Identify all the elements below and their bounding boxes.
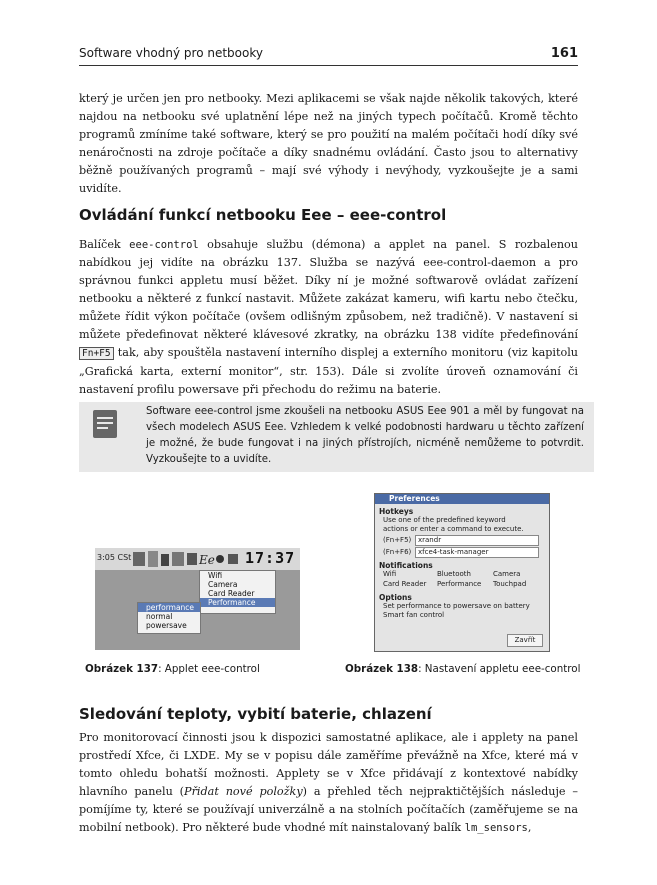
text-run: Pro monitorovací činnosti jsou k dispozici samostatné aplikace, ale i applety na panel prostředí Xfce, či LXDE. My se v popisu dále zaměříme převážně na Xfce, které má v tomto ohledu bohatší možnosti. Applety se v Xfce přidávají z kontextové nabídky hlavního panelu (: [79, 731, 578, 798]
hotkeys-heading: Hotkeys: [379, 507, 414, 516]
applet-menu: [199, 570, 276, 614]
window-titlebar: Preferences: [375, 494, 549, 504]
note-icon: [93, 410, 117, 438]
caption-text: : Nastavení appletu eee-control: [418, 663, 581, 675]
panel-taskbar: [95, 548, 300, 570]
text-run: tak, aby spouštěla nastavení interního displej a externího monitoru (viz kapitolu „Grafická karta, externí monitor“, str. 153). Dále si zvolíte úroveň oznamování či nastavení profilu powersave při přechodu do režimu na baterie.: [79, 346, 578, 396]
figure-137-caption: [85, 663, 260, 675]
option-powersave[interactable]: Set performance to powersave on battery: [383, 602, 530, 610]
submenu-item-normal[interactable]: normal: [146, 612, 173, 621]
hotkeys-description: Use one of the predefined keyword: [383, 516, 506, 524]
text-run: ) a přehled těch nejpraktičtějších následuje – pomíjíme ty, které se používají univerzálně a na stolních počítačích (zaměřujeme se na mobilní netbook). Pro některé bude vhodné mít nainstalovaný balík: [79, 785, 579, 834]
check-wifi[interactable]: Wifi: [383, 570, 397, 578]
monitoring-paragraph: [79, 729, 578, 837]
check-camera[interactable]: Camera: [493, 570, 521, 578]
check-bluetooth[interactable]: Bluetooth: [437, 570, 471, 578]
intro-paragraph: který je určen jen pro netbooky. Mezi aplikacemi se však najde několik takových, které najdou na netbooku své uplatnění lépe než na jiných typech počítačů. Kromě těchto programů zmíníme také software, který se pro použití na malém počítači hodí díky své nenáročnosti na zdroje počítače a díky snadnému ovládání. Často jsou to alternativy běžně používaných programů – mají své výhody i nevýhody, vyzkoušejte je a sami uvidíte.: [79, 92, 578, 195]
header-rule: [79, 65, 578, 66]
check-card-reader[interactable]: Card Reader: [383, 580, 427, 588]
caption-label: Obrázek 138: [345, 663, 419, 675]
text-run: obsahuje službu (démona) a applet na panel. S rozbalenou nabídkou jej vidíte na obrázku 137. Služba se nazývá eee-control-daemon a pro správnou funkci appletu musí běžet. Díky ní je možné softwarově ovládat zařízení netbooku a některé z funkcí nastavit. Můžete zakázat kameru, wifi kartu nebo čtečku, můžete řídit výkon počítače (ovšem odlišným způsobem, než tradičně). V nastavení si můžete předefinovat některé klávesové zkratky, na obrázku 138 vidíte předefinování: [79, 238, 578, 341]
close-button[interactable]: Zavřít: [507, 634, 543, 647]
notifications-row-1: [375, 570, 549, 580]
panel-clock: 17:37: [245, 549, 296, 567]
menu-item-performance[interactable]: Performance: [200, 598, 275, 607]
inline-code: eee-control: [129, 239, 199, 251]
figure-138-caption: [345, 663, 580, 675]
option-smart-fan[interactable]: Smart fan control: [383, 611, 445, 619]
running-title: Software vhodný pro netbooky: [79, 46, 263, 60]
note-text: Software eee-control jsme zkoušeli na netbooku ASUS Eee 901 a měl by fungovat na všech modelech ASUS Eee. Vzhledem k velké podobnosti hardwaru u těchto zařízení je možné, že bude fungovat i na jiných přístrojích, nicméně nemůžeme to potvrdit. Vyzkoušejte to a uvidíte.: [146, 406, 584, 465]
caption-label: Obrázek 137: [85, 663, 159, 675]
eee-control-paragraph: [79, 236, 578, 399]
svg-text:Ee: Ee: [199, 553, 215, 567]
figure-138-preferences-window: [374, 493, 550, 652]
notifications-row-2: [375, 580, 549, 590]
check-performance[interactable]: Performance: [437, 580, 482, 588]
keyboard-shortcut: Fn+F5: [79, 347, 114, 360]
performance-submenu: [137, 602, 201, 634]
figure-137-screenshot: [95, 548, 300, 650]
fn-f6-combo[interactable]: xfce4-task-manager: [415, 547, 539, 558]
menu-item-wifi[interactable]: Wifi: [208, 571, 223, 580]
italic-term: Přidat nové položky: [184, 785, 303, 798]
page-number: 161: [550, 46, 578, 61]
panel-time-label: 3:05 CSt: [97, 553, 132, 562]
page-header: [79, 46, 578, 64]
fn-f6-row: [375, 547, 549, 558]
notifications-heading: Notifications: [379, 561, 433, 570]
fn-f5-label: (Fn+F5): [383, 536, 412, 544]
hotkeys-description: actions or enter a command to execute.: [383, 525, 524, 533]
menu-item-camera[interactable]: Camera: [208, 580, 238, 589]
text-run: ,: [527, 821, 532, 834]
section-heading-eee-control: Ovládání funkcí netbooku Eee – eee-control: [79, 206, 447, 224]
submenu-item-performance[interactable]: performance: [138, 603, 200, 612]
fn-f5-combo[interactable]: xrandr: [415, 535, 539, 546]
options-heading: Options: [379, 593, 412, 602]
check-touchpad[interactable]: Touchpad: [493, 580, 527, 588]
text-run: Balíček: [79, 238, 130, 251]
caption-text: : Applet eee-control: [158, 663, 260, 675]
section-heading-monitoring: Sledování teploty, vybití baterie, chlazení: [79, 705, 432, 723]
menu-item-card-reader[interactable]: Card Reader: [208, 589, 255, 598]
inline-code: lm_sensors: [464, 822, 528, 834]
fn-f6-label: (Fn+F6): [383, 548, 412, 556]
note-box: [79, 402, 594, 472]
submenu-item-powersave[interactable]: powersave: [146, 621, 187, 630]
fn-f5-row: [375, 535, 549, 546]
